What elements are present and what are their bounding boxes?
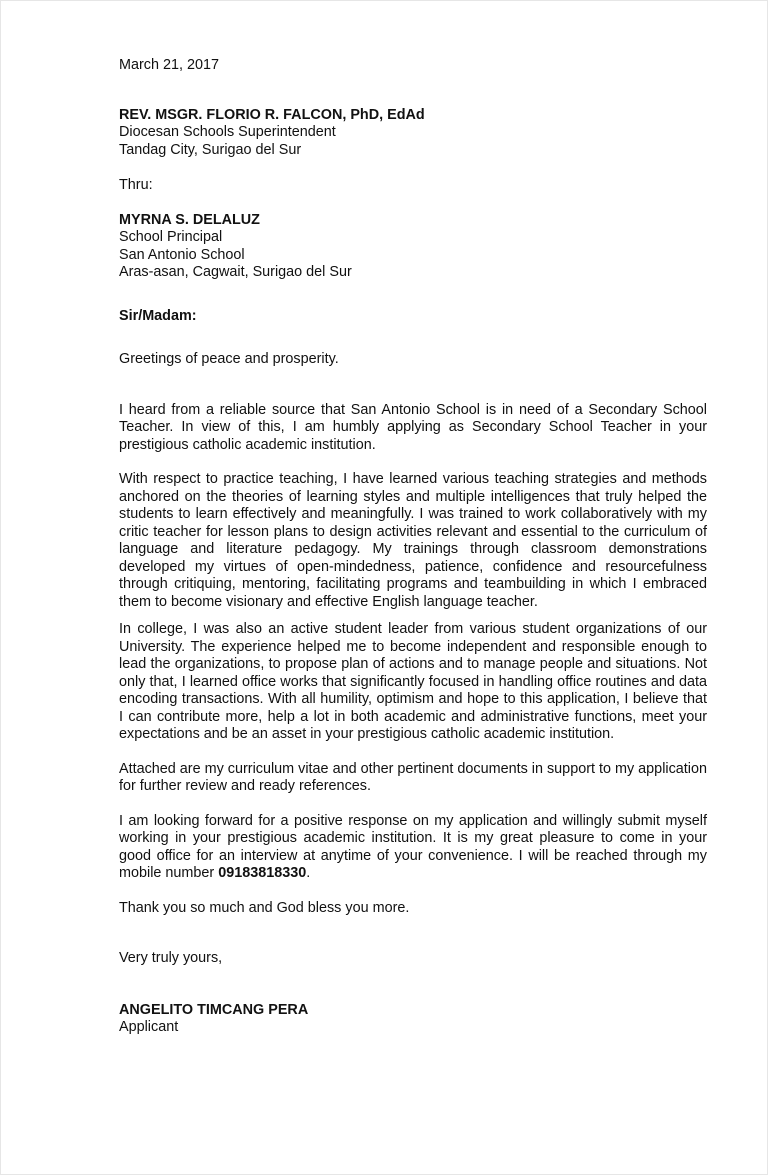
signatory-role: Applicant <box>119 1019 179 1035</box>
signature-block <box>119 1002 707 1037</box>
letter-date: March 21, 2017 <box>119 57 219 73</box>
body-paragraph-4: Attached are my curriculum vitae and other pertinent documents in support to my application for further review and ready references. <box>119 760 707 794</box>
thru-address: Aras-asan, Cagwait, Surigao del Sur <box>119 264 352 280</box>
body-paragraph-3: In college, I was also an active student leader from various student organizations of our University. The experience helped me to become independent and responsible enough to lead the organizations, to propose plan of actions and to manage people and situations. Not only that, I learned office works that significantly focused in handling office routines and data encoding transactions. With all humility, optimism and hope to this application, I believe that I can contribute more, help a lot in both academic and administrative functions, meet your expectations and be an asset in your prestigious catholic academic institution. <box>119 621 707 742</box>
thru-name: MYRNA S. DELALUZ <box>119 211 260 228</box>
greeting: Greetings of peace and prosperity. <box>119 351 339 367</box>
body-paragraph-2: With respect to practice teaching, I have learned various teaching strategies and methods anchored on the theories of learning styles and multiple intelligences that truly helped the students to learn effectively and meaningfully. I was trained to work collaboratively with my critic teacher for lesson plans to design activities relevant and essential to the curriculum of language and literature pedagogy. My trainings through classroom demonstrations developed my virtues of open-mindedness, patience, confidence and resourcefulness through critiquing, mentoring, facilitating programs and teambuilding in which I embraced them to become visionary and effective English language teacher. <box>119 471 707 610</box>
thru-school: San Antonio School <box>119 246 245 263</box>
recipient-block <box>119 107 707 160</box>
body-paragraph-1: I heard from a reliable source that San Antonio School is in need of a Secondary School Teacher. In view of this, I am humbly applying as Secondary School Teacher in your prestigious catholic academic institution. <box>119 401 707 453</box>
signatory-name: ANGELITO TIMCANG PERA <box>119 1001 309 1018</box>
thanks-line: Thank you so much and God bless you more. <box>119 899 410 916</box>
thru-title: School Principal <box>119 229 223 245</box>
body-paragraph-5 <box>119 813 707 883</box>
salutation: Sir/Madam: <box>119 307 197 324</box>
paragraph-5-text: I am looking forward for a positive response on my application and willingly submit myself working in your prestigious academic institution. It is my great pleasure to come in your good office for an interview at anytime of your convenience. I will be reached through my mobile number <box>119 812 707 881</box>
mobile-number: 09183818330 <box>218 865 307 881</box>
thru-block <box>119 212 707 282</box>
closing: Very truly yours, <box>119 950 223 966</box>
application-letter <box>119 57 707 1037</box>
thru-label: Thru: <box>119 177 153 193</box>
recipient-title: Diocesan Schools Superintendent <box>119 124 336 140</box>
recipient-name: REV. MSGR. FLORIO R. FALCON, PhD, EdAd <box>119 106 425 123</box>
recipient-address: Tandag City, Surigao del Sur <box>119 141 302 158</box>
paragraph-5-end: . <box>306 865 311 881</box>
